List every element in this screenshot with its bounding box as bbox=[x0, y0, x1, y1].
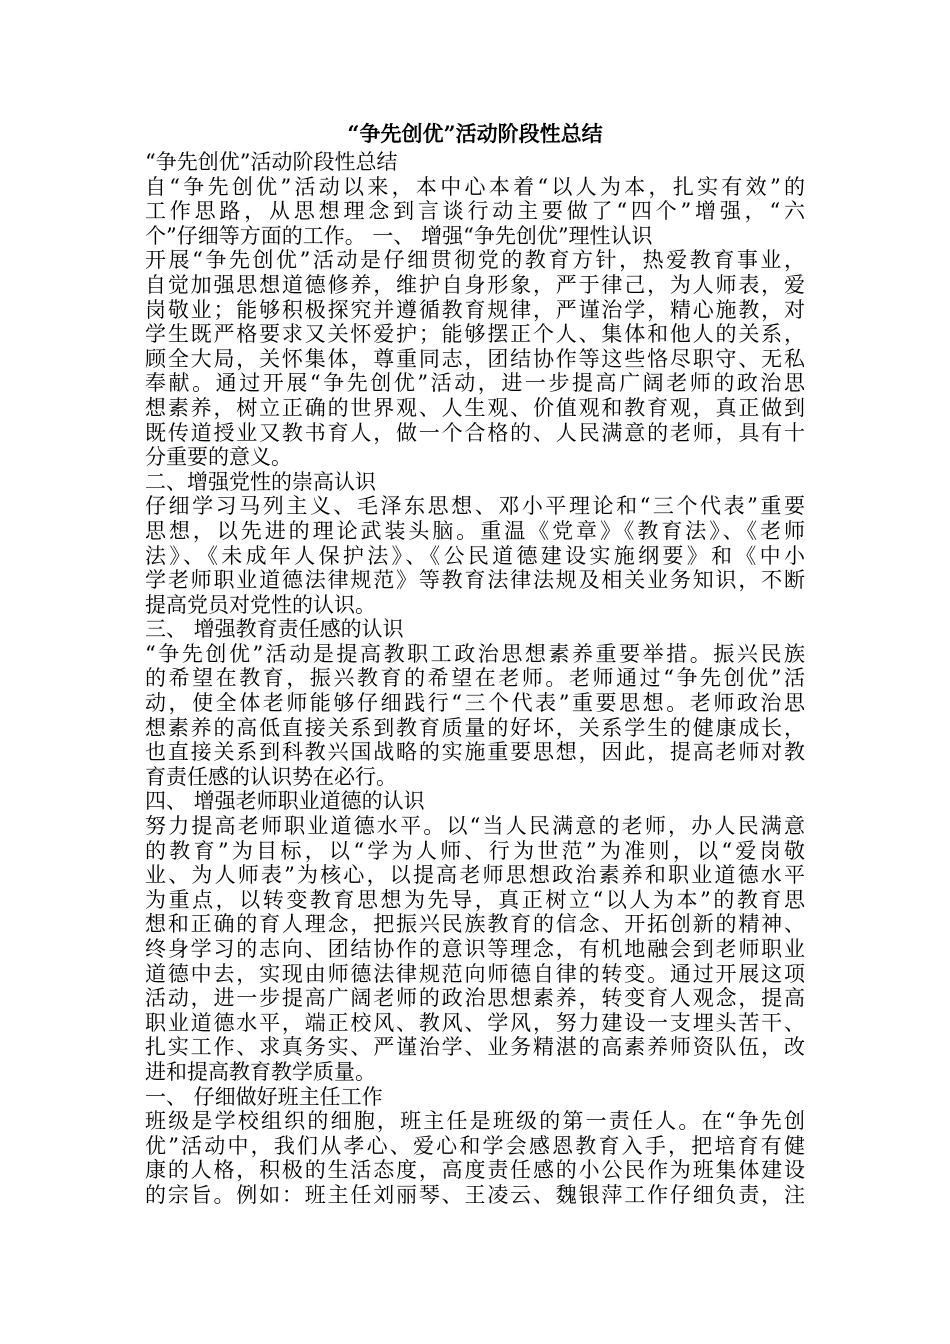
body-text-line: 班级是学校组织的细胞，班主任是班级的第一责任人。在“争先创 bbox=[145, 1109, 805, 1134]
body-text-line: 道德中去，实现由师德法律规范向师德自律的转变。通过开展这项 bbox=[145, 961, 805, 986]
body-text-line: 自“争先创优”活动以来，本中心本着“以人为本，扎实有效”的 bbox=[145, 174, 805, 199]
document-title: “争先创优”活动阶段性总结 bbox=[347, 121, 603, 146]
body-text-line: 法》、《未成年人保护法》、《公民道德建设实施纲要》和《中小 bbox=[145, 543, 805, 568]
body-text-line: 一、 仔细做好班主任工作 bbox=[145, 1084, 383, 1109]
body-text-line: 提高党员对党性的认识。 bbox=[145, 592, 376, 617]
body-text-line: 工作思路，从思想理念到言谈行动主要做了“四个”增强，“六 bbox=[145, 199, 805, 224]
body-text-line: 想素养，树立正确的世界观、人生观、价值观和教育观，真正做到 bbox=[145, 395, 805, 420]
body-text-line: 三、 增强教育责任感的认识 bbox=[145, 617, 404, 642]
body-text-line: 的希望在教育，振兴教育的希望在老师。老师通过“争先创优”活 bbox=[145, 666, 805, 691]
body-text-line: 既传道授业又教书育人，做一个合格的、人民满意的老师，具有十 bbox=[145, 420, 805, 445]
body-text-line: 的教育”为目标，以“学为人师、行为世范”为准则，以“爱岗敬 bbox=[145, 838, 805, 863]
body-text-line: 育责任感的认识势在必行。 bbox=[145, 764, 397, 789]
body-text-line: 的宗旨。例如：班主任刘丽琴、王凌云、魏银萍工作仔细负责，注 bbox=[145, 1182, 805, 1207]
body-text-line: 自觉加强思想道德修养，维护自身形象，严于律己，为人师表，爱 bbox=[145, 272, 805, 297]
body-text-line: 扎实工作、求真务实、严谨治学、业务精湛的高素养师资队伍，改 bbox=[145, 1035, 805, 1060]
body-text-line: 业、为人师表”为核心，以提高老师思想政治素养和职业道德水平 bbox=[145, 863, 805, 888]
body-text-line: 思想，以先进的理论武装头脑。重温《党章》《教育法》、《老师 bbox=[145, 518, 805, 543]
body-text-line: 职业道德水平，端正校风、教风、学风，努力建设一支埋头苦干、 bbox=[145, 1010, 805, 1035]
body-text-line: 个”仔细等方面的工作。 一、 增强“争先创优”理性认识 bbox=[145, 223, 653, 248]
document-body bbox=[145, 150, 805, 1208]
body-text-line: 学老师职业道德法律规范》等教育法律法规及相关业务知识，不断 bbox=[145, 568, 805, 593]
body-text-line: 想和正确的育人理念，把振兴民族教育的信念、开拓创新的精神、 bbox=[145, 912, 805, 937]
body-text-line: 努力提高老师职业道德水平。以“当人民满意的老师，办人民满意 bbox=[145, 814, 805, 839]
body-text-line: 仔细学习马列主义、毛泽东思想、邓小平理论和“三个代表”重要 bbox=[145, 494, 805, 519]
body-text-line: 顾全大局，关怀集体，尊重同志，团结协作等这些恪尽职守、无私 bbox=[145, 346, 805, 371]
body-text-line: 进和提高教育教学质量。 bbox=[145, 1059, 376, 1084]
body-text-line: 开展“争先创优”活动是仔细贯彻党的教育方针，热爱教育事业， bbox=[145, 248, 805, 273]
body-text-line: 岗敬业；能够积极探究并遵循教育规律，严谨治学，精心施教，对 bbox=[145, 297, 805, 322]
body-text-line: 想素养的高低直接关系到教育质量的好坏，关系学生的健康成长， bbox=[145, 715, 805, 740]
body-text-line: 活动，进一步提高广阔老师的政治思想素养，转变育人观念，提高 bbox=[145, 986, 805, 1011]
body-text-line: 四、 增强老师职业道德的认识 bbox=[145, 789, 425, 814]
body-text-line: 奉献。通过开展“争先创优”活动，进一步提高广阔老师的政治思 bbox=[145, 371, 805, 396]
body-text-line: 学生既严格要求又关怀爱护；能够摆正个人、集体和他人的关系， bbox=[145, 322, 805, 347]
body-text-line: “争先创优”活动阶段性总结 bbox=[145, 150, 398, 174]
body-text-line: 二、增强党性的崇高认识 bbox=[145, 469, 376, 494]
body-text-line: 优”活动中，我们从孝心、爱心和学会感恩教育入手，把培育有健 bbox=[145, 1133, 805, 1158]
body-text-line: 终身学习的志向、团结协作的意识等理念，有机地融会到老师职业 bbox=[145, 937, 805, 961]
body-text-line: “争先创优”活动是提高教职工政治思想素养重要举措。振兴民族 bbox=[145, 641, 805, 666]
body-text-line: 为重点，以转变教育思想为先导，真正树立“以人为本”的教育思 bbox=[145, 887, 805, 912]
body-text-line: 也直接关系到科教兴国战略的实施重要思想，因此，提高老师对教 bbox=[145, 740, 805, 765]
body-text-line: 分重要的意义。 bbox=[145, 445, 292, 470]
body-text-line: 康的人格，积极的生活态度，高度责任感的小公民作为班集体建设 bbox=[145, 1158, 805, 1183]
body-text-line: 动，使全体老师能够仔细践行“三个代表”重要思想。老师政治思 bbox=[145, 691, 805, 716]
